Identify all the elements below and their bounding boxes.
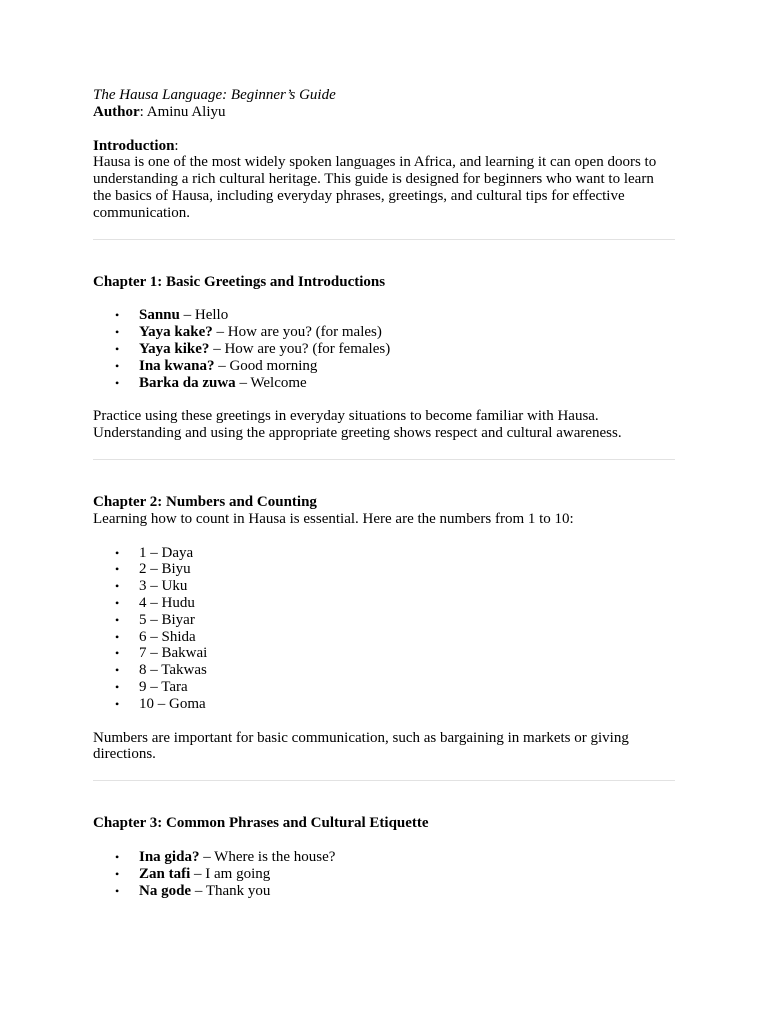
number-entry: 10 – Goma	[139, 695, 206, 712]
list-item	[93, 883, 675, 900]
number-entry: 9 – Tara	[139, 678, 188, 695]
phrase-meaning: – Where is the house?	[199, 848, 336, 865]
bullet-icon: •	[115, 849, 120, 864]
bullet-icon: •	[115, 866, 120, 881]
bullet-icon: •	[115, 595, 120, 610]
phrase-meaning: – Welcome	[235, 374, 307, 391]
phrase-meaning: – I am going	[190, 865, 271, 882]
list-item	[93, 595, 675, 612]
number-entry: 6 – Shida	[139, 628, 196, 645]
list-item	[93, 645, 675, 662]
phrase-term: Yaya kike?	[139, 340, 210, 357]
list-item	[93, 307, 675, 324]
phrase-meaning: – Hello	[179, 307, 229, 324]
intro-colon: :	[174, 137, 179, 154]
bullet-icon: •	[115, 696, 120, 711]
list-item	[93, 341, 675, 358]
section-divider	[93, 459, 675, 460]
phrase-term: Zan tafi	[139, 865, 191, 882]
chapter-2-section	[93, 494, 675, 763]
number-entry: 4 – Hudu	[139, 594, 195, 611]
list-item	[93, 545, 675, 562]
list-item	[93, 696, 675, 713]
intro-heading-line	[93, 138, 675, 155]
chapter-1-heading: Chapter 1: Basic Greetings and Introductions	[93, 273, 386, 290]
list-item	[93, 375, 675, 392]
bullet-icon: •	[115, 562, 120, 577]
list-item	[93, 662, 675, 679]
number-entry: 3 – Uku	[139, 578, 188, 595]
author-line	[93, 104, 675, 121]
bullet-icon: •	[115, 308, 120, 323]
phrase-meaning: – Good morning	[214, 357, 318, 374]
list-item	[93, 612, 675, 629]
document-page	[93, 87, 675, 899]
phrase-meaning: – How are you? (for females)	[209, 340, 391, 357]
phrase-term: Ina kwana?	[139, 357, 215, 374]
bullet-icon: •	[115, 375, 120, 390]
phrase-meaning: – How are you? (for males)	[212, 324, 382, 341]
author-label: Author	[93, 103, 140, 120]
author-name: : Aminu Aliyu	[139, 103, 226, 120]
chapter-1-section	[93, 274, 675, 442]
list-item	[93, 324, 675, 341]
number-entry: 8 – Takwas	[139, 662, 207, 679]
bullet-icon: •	[115, 325, 120, 340]
chapter-1-closing: Practice using these greetings in everyday situations to become familiar with Hausa. Understanding and using the appropriate greeting shows respect and cultural awareness.	[93, 408, 622, 442]
bullet-icon: •	[115, 341, 120, 356]
chapter-2-closing: Numbers are important for basic communication, such as bargaining in markets or giving directions.	[93, 729, 629, 763]
phrase-term: Na gode	[139, 882, 192, 899]
chapter-2-list	[93, 545, 675, 713]
list-item	[93, 561, 675, 578]
document-title: The Hausa Language: Beginner’s Guide	[93, 87, 336, 103]
list-item	[93, 849, 675, 866]
phrase-term: Ina gida?	[139, 848, 200, 865]
bullet-icon: •	[115, 545, 120, 560]
bullet-icon: •	[115, 883, 120, 898]
intro-heading: Introduction	[93, 137, 175, 154]
list-item	[93, 679, 675, 696]
number-entry: 1 – Daya	[139, 544, 194, 561]
section-divider	[93, 780, 675, 781]
chapter-2-intro: Learning how to count in Hausa is essential. Here are the numbers from 1 to 10:	[93, 510, 574, 527]
bullet-icon: •	[115, 579, 120, 594]
list-item	[93, 629, 675, 646]
chapter-2-heading: Chapter 2: Numbers and Counting	[93, 493, 317, 510]
chapter-1-list	[93, 307, 675, 391]
phrase-term: Sannu	[139, 307, 180, 324]
number-entry: 5 – Biyar	[139, 611, 195, 628]
bullet-icon: •	[115, 612, 120, 627]
phrase-meaning: – Thank you	[191, 882, 271, 899]
list-item	[93, 866, 675, 883]
intro-paragraph: Hausa is one of the most widely spoken languages in Africa, and learning it can open doors to understanding a rich cultural heritage. This guide is designed for beginners who want to learn the basics of Hausa, including everyday phrases, greetings, and cultural tips for effective communication.	[93, 154, 657, 221]
phrase-term: Yaya kake?	[139, 324, 213, 341]
chapter-3-heading: Chapter 3: Common Phrases and Cultural Etiquette	[93, 815, 429, 832]
bullet-icon: •	[115, 358, 120, 373]
number-entry: 2 – Biyu	[139, 561, 191, 578]
chapter-3-section	[93, 815, 675, 899]
phrase-term: Barka da zuwa	[139, 374, 236, 391]
bullet-icon: •	[115, 629, 120, 644]
list-item	[93, 358, 675, 375]
bullet-icon: •	[115, 646, 120, 661]
section-divider	[93, 239, 675, 240]
number-entry: 7 – Bakwai	[139, 645, 208, 662]
bullet-icon: •	[115, 663, 120, 678]
list-item	[93, 578, 675, 595]
bullet-icon: •	[115, 679, 120, 694]
chapter-3-list	[93, 849, 675, 899]
